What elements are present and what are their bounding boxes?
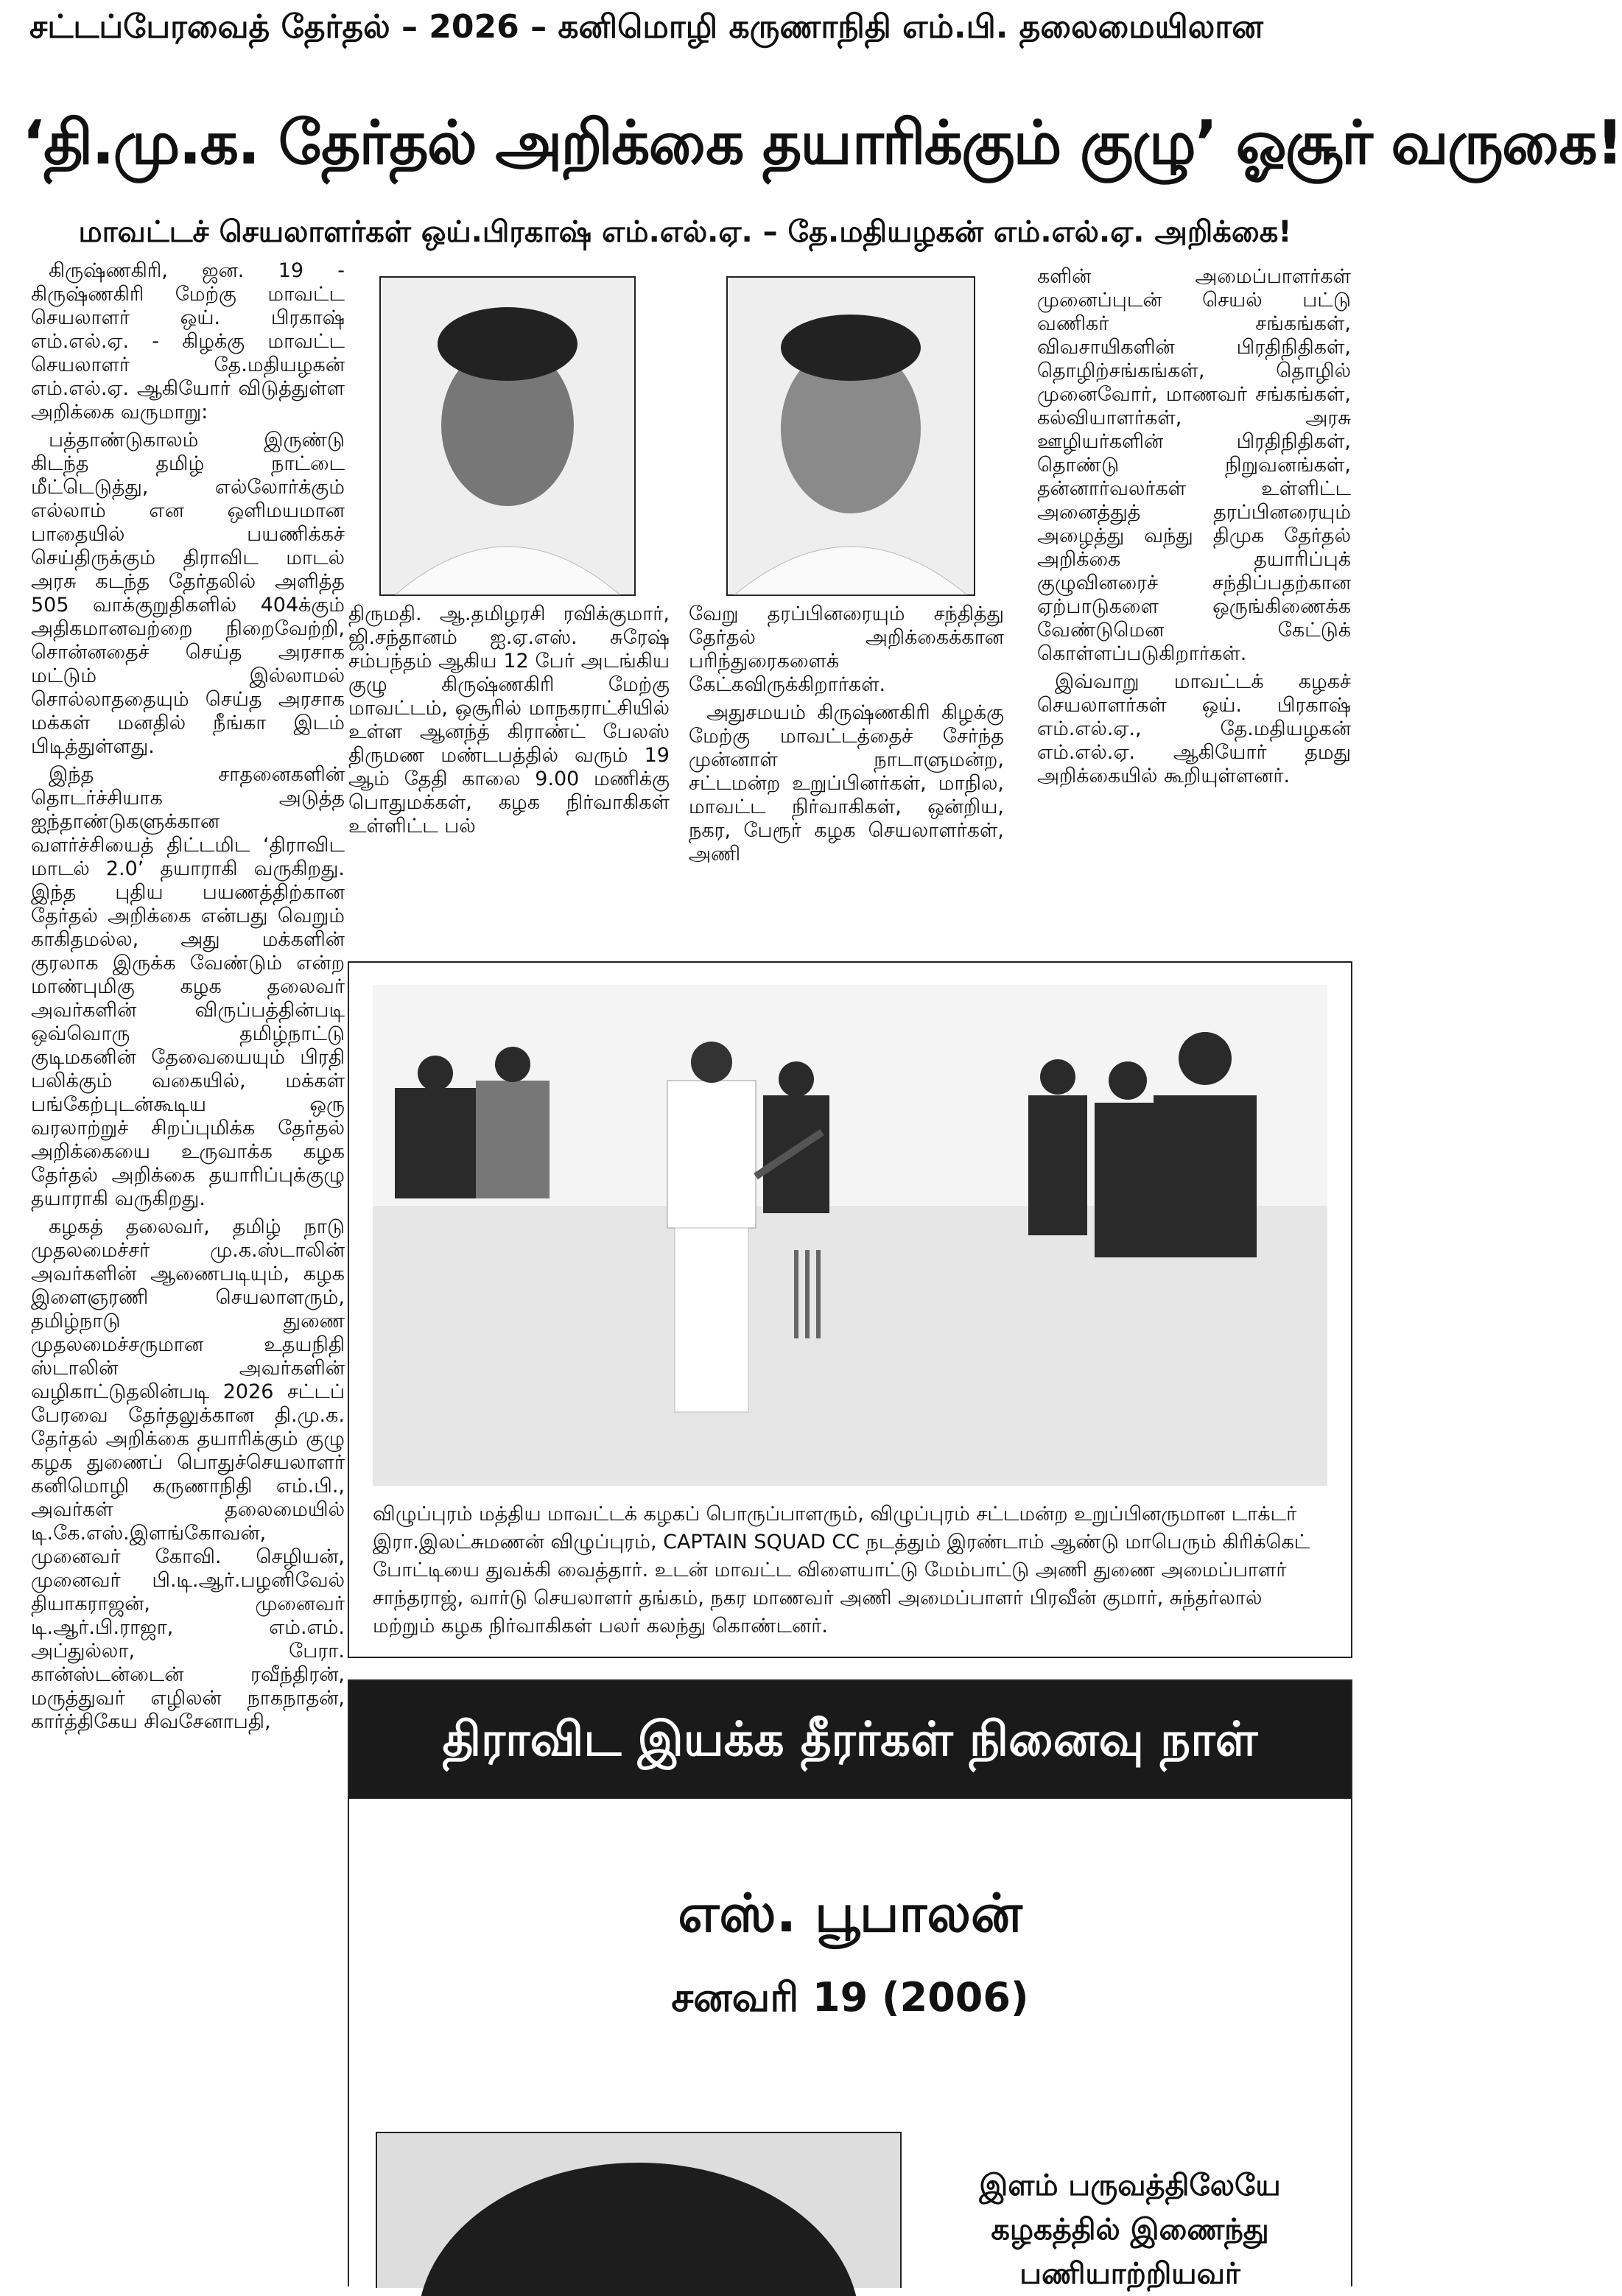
article-kicker: சட்டப்பேரவைத் தேர்தல் – 2026 – கனிமொழி கருணாநிதி எம்.பி. தலைமையிலான: [29, 8, 1263, 46]
paragraph: வேறு தரப்பினரையும் சந்தித்து தேர்தல் அறிக்கைக்கான பரிந்துரைகளைக் கேட்கவிருக்கிறார்கள்.: [689, 603, 1004, 696]
memorial-date: சனவரி 19 (2006): [671, 1974, 1029, 2021]
memorial-line: கழகத்தில் இணைந்து: [991, 2213, 1269, 2247]
portrait-placeholder-icon: [728, 278, 974, 594]
paragraph: இந்த சாதனைகளின் தொடர்ச்சியாக அடுத்த ஐந்தாண்டுகளுக்கான வளர்ச்சியைத் திட்டமிட ‘திராவிட மாடல் 2.0’ தயாராகி வருகிறது. இந்த புதிய பயணத்திற்கான தேர்தல் அறிக்கை என்பது வெறும் காகிதமல்ல, அது மக்களின் குரலாக இருக்க வேண்டும் என்ற மாண்புமிகு கழக தலைவர் அவர்களின் விருப்பத்தின்படி ஒவ்வொரு தமிழ்நாட்டு குடிமகனின் தேவையையும் பிரதி பலிக்கும் வகையில், மக்கள் பங்கேற்புடன்கூடிய ஒரு வரலாற்றுச் சிறப்புமிக்க தேர்தல் அறிக்கையை உருவாக்க கழக தேர்தல் அறிக்கை தயாரிப்புக்குழு தயாராகி வருகிறது.: [31, 763, 345, 1210]
cricket-news-box: [348, 961, 1352, 1658]
article-subheadline: மாவட்டச் செயலாளர்கள் ஒய்.பிரகாஷ் எம்.எல்.ஏ. – தே.மதியழகன் எம்.எல்.ஏ. அறிக்கை!: [78, 215, 1292, 249]
paragraph: பத்தாண்டுகாலம் இருண்டு கிடந்த தமிழ் நாட்டை மீட்டெடுத்து, எல்லோர்க்கும் எல்லாம் என ஒளிமயமான பாதையில் பயணிக்கச் செய்திருக்கும் திராவிட மாடல் அரசு கடந்த தேர்தலில் அளித்த 505 வாக்குறுதிகளில் 404க்கும் அதிகமானவற்றை நிறைவேற்றி, சொன்னதைச் செய்த அரசாக மட்டும் இல்லாமல் சொல்லாததையும் செய்த அரசாக மக்கள் மனதில் நீங்கா இடம் பிடித்துள்ளது.: [31, 429, 345, 758]
memorial-portrait-icon: [377, 2133, 900, 2288]
article-column-3: [689, 603, 1004, 965]
paragraph: அதுசமயம் கிருஷ்ணகிரி கிழக்கு மேற்கு மாவட்டத்தைச் சேர்ந்த முன்னாள் நாடாளுமன்ற, சட்டமன்ற உறுப்பினர்கள், மாநில, மாவட்ட நிர்வாகிகள், ஒன்றிய, நகர, பேரூர் கழக செயலாளர்கள், அணி: [689, 701, 1004, 866]
portrait-photo-mathiyazhagan: [726, 276, 975, 596]
memorial-line: பணியாற்றியவர்: [1019, 2257, 1240, 2291]
paragraph: கழகத் தலைவர், தமிழ் நாடு முதலமைச்சர் மு.க.ஸ்டாலின் அவர்களின் ஆணைபடியும், கழக இளைஞரணி செயலாளரும், தமிழ்நாடு துணை முதலமைச்சருமான உதயநிதி ஸ்டாலின் அவர்களின் வழிகாட்டுதலின்படி 2026 சட்டப் பேரவை தேர்தலுக்கான தி.மு.க. தேர்தல் அறிக்கை தயாரிக்கும் குழு கழக துணைப் பொதுச்செயலாளர் கனிமொழி கருணாநிதி எம்.பி., அவர்கள் தலைமையில் டி.கே.எஸ்.இளங்கோவன், முனைவர் கோவி. செழியன், முனைவர் பி.டி.ஆர்.பழனிவேல் தியாகராஜன், முனைவர் டி.ஆர்.பி.ராஜா, எம்.எம். அப்துல்லா, பேரா. கான்ஸ்டன்டைன் ரவீந்திரன், மருத்துவர் எழிலன் நாகநாதன், கார்த்திகேய சிவசேனாபதி,: [31, 1215, 345, 1733]
paragraph: இவ்வாறு மாவட்டக் கழகச் செயலாளர்கள் ஒய். பிரகாஷ் எம்.எல்.ஏ., தே.மதியழகன் எம்.எல்.ஏ. ஆகியோர் தமது அறிக்கையில் கூறியுள்ளனர்.: [1037, 670, 1351, 787]
paragraph: களின் அமைப்பாளர்கள் முனைப்புடன் செயல் பட்டு வணிகர் சங்கங்கள், விவசாயிகளின் பிரதிநிதிகள், தொழிற்சங்கங்கள், தொழில் முனைவோர், மாணவர் சங்கங்கள், கல்வியாளர்கள், அரசு ஊழியர்களின் பிரதிநிதிகள், தொண்டு நிறுவனங்கள், தன்னார்வலர்கள் உள்ளிட்ட அனைத்துத் தரப்பினரையும் அழைத்து வந்து திமுக தேர்தல் அறிக்கை தயாரிப்புக் குழுவினரைச் சந்திப்பதற்கான ஏற்பாடுகளை ஒருங்கிணைக்க வேண்டுமென கேட்டுக் கொள்ளப்படுகிறார்கள்.: [1037, 265, 1351, 665]
memorial-line: இளம் பருவத்திலேயே: [979, 2169, 1281, 2202]
memorial-person-name: எஸ். பூபாலன்: [678, 1882, 1022, 1944]
paragraph: திருமதி. ஆ.தமிழரசி ரவிக்குமார், ஜி.சந்தானம் ஐ.ஏ.எஸ். சுரேஷ் சம்பந்தம் ஆகிய 12 பேர் அடங்கிய குழு கிருஷ்ணகிரி மேற்கு மாவட்டம், ஒசூரில் மாநகராட்சியில் உள்ள ஆனந்த் கிராண்ட் பேலஸ் திருமண மண்டபத்தில் வரும் 19 ஆம் தேதி காலை 9.00 மணிக்கு பொதுமக்கள், கழக நிர்வாகிகள் உள்ளிட்ட பல்: [348, 603, 670, 838]
memorial-banner: திராவிட இயக்க தீரர்கள் நினைவு நாள்: [349, 1681, 1351, 1799]
memorial-box: [348, 1679, 1352, 2291]
article-headline: ‘தி.மு.க. தேர்தல் அறிக்கை தயாரிக்கும் குழு’ ஓசூர் வருகை!: [22, 108, 1622, 178]
article-column-4: [1037, 265, 1351, 965]
article-column-2: [348, 603, 670, 965]
portrait-photo-prakash: [379, 276, 636, 596]
memorial-description: [931, 2163, 1329, 2291]
cricket-team-photo-icon: [373, 985, 1327, 1486]
article-column-1: [31, 259, 345, 2285]
paragraph: கிருஷ்ணகிரி, ஜன. 19 - கிருஷ்ணகிரி மேற்கு மாவட்ட செயலாளர் ஒய். பிரகாஷ் எம்.எல்.ஏ. - கிழக்கு மாவட்ட செயலாளர் தே.மதியழகன் எம்.எல்.ஏ. ஆகியோர் விடுத்துள்ள அறிக்கை வருமாறு:: [31, 259, 345, 424]
cricket-photo-caption: விழுப்புரம் மத்திய மாவட்டக் கழகப் பொருப்பாளரும், விழுப்புரம் சட்டமன்ற உறுப்பினருமான டாக்டர் இரா.இலட்சுமணன் விழுப்புரம், CAPTAIN SQUAD CC நடத்தும் இரண்டாம் ஆண்டு மாபெரும் கிரிக்கெட் போட்டியை துவக்கி வைத்தார். உடன் மாவட்ட விளையாட்டு மேம்பாட்டு அணி துணை அமைப்பாளர் சாந்தராஜ், வார்டு செயலாளர் தங்கம், நகர மாணவர் அணி அமைப்பாளர் பிரவீன் குமார், சுந்தர்லால் மற்றும் கழக நிர்வாகிகள் பலர் கலந்து கொண்டனர்.: [373, 1503, 1310, 1637]
portrait-placeholder-icon: [381, 278, 634, 594]
memorial-portrait-photo: [376, 2132, 902, 2288]
cricket-event-photo: [373, 985, 1327, 1486]
